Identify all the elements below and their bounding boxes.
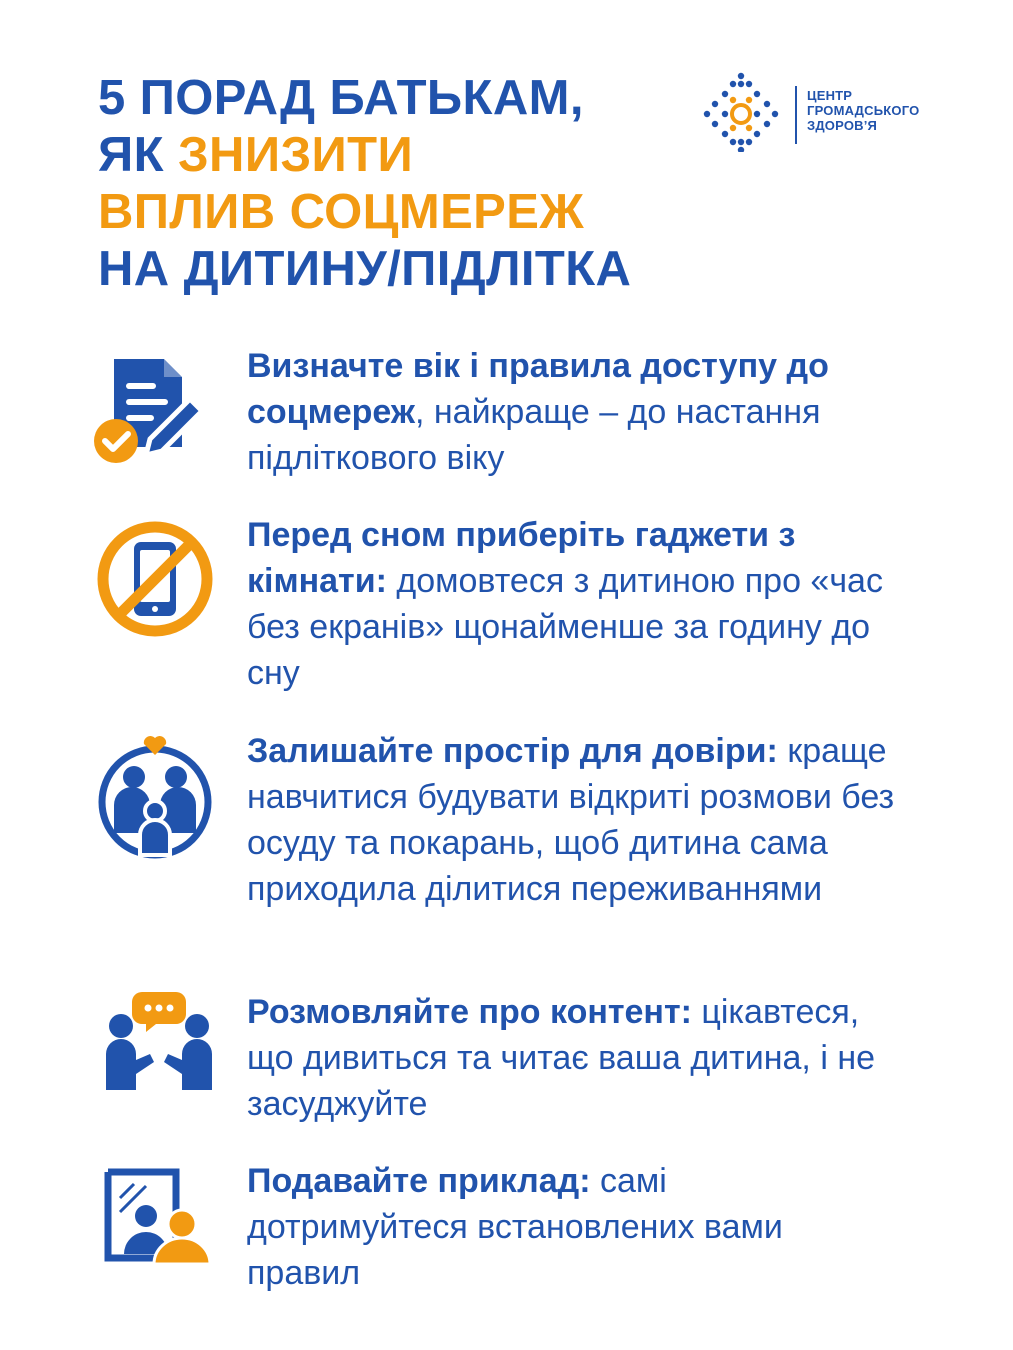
family-heart-icon [96, 735, 214, 861]
tip-1 [247, 343, 947, 481]
title-line-3: ВПЛИВ СОЦМЕРЕЖ [98, 185, 585, 239]
tip-2-text: домовтеся з дитиною про «час без екранів» щонайменше за годину до сну [247, 562, 883, 692]
page-title [98, 70, 631, 298]
logo-line-2: ГРОМАДСЬКОГО [807, 103, 920, 118]
tip-2-bold: Перед сном приберіть гаджети з кімнати: [247, 516, 796, 600]
logo-text [807, 88, 919, 133]
logo-line-3: ЗДОРОВ’Я [807, 118, 878, 133]
tip-1-text: , найкраще – до настання підліткового віку [247, 393, 821, 477]
tip-2 [247, 512, 907, 696]
tip-4-bold: Розмовляйте про контент: [247, 993, 692, 1031]
tip-3-bold: Залишайте простір для довіри: [247, 732, 778, 770]
mirror-person-icon [100, 1168, 216, 1264]
no-phone-icon [96, 520, 214, 638]
tip-5-text: самі дотримуйтеся встановлених вами правил [247, 1162, 783, 1292]
conversation-icon [104, 990, 214, 1094]
tip-5-bold: Подавайте приклад: [247, 1162, 591, 1200]
title-line-2-prefix: ЯК [98, 128, 178, 182]
tip-4 [247, 989, 907, 1127]
tip-1-bold: Визначте вік і правила доступу до соцмереж [247, 347, 829, 431]
logo-divider [795, 86, 797, 144]
title-highlight: ЗНИЗИТИ [177, 128, 414, 182]
tip-3-text: краще навчитися будувати відкриті розмови без осуду та покарань, щоб дитина сама приходила ділитися переживаннями [247, 732, 895, 908]
tip-5 [247, 1158, 887, 1296]
tip-4-text: цікавтеся, що дивиться та читає ваша дитина, і не засуджуйте [247, 993, 876, 1123]
tip-3 [247, 728, 967, 912]
document-pen-check-icon [92, 355, 212, 467]
title-line-1: 5 ПОРАД БАТЬКАМ, [98, 71, 584, 125]
title-line-4: НА ДИТИНУ/ПІДЛІТКА [98, 242, 632, 296]
logo-line-1: ЦЕНТР [807, 88, 853, 103]
